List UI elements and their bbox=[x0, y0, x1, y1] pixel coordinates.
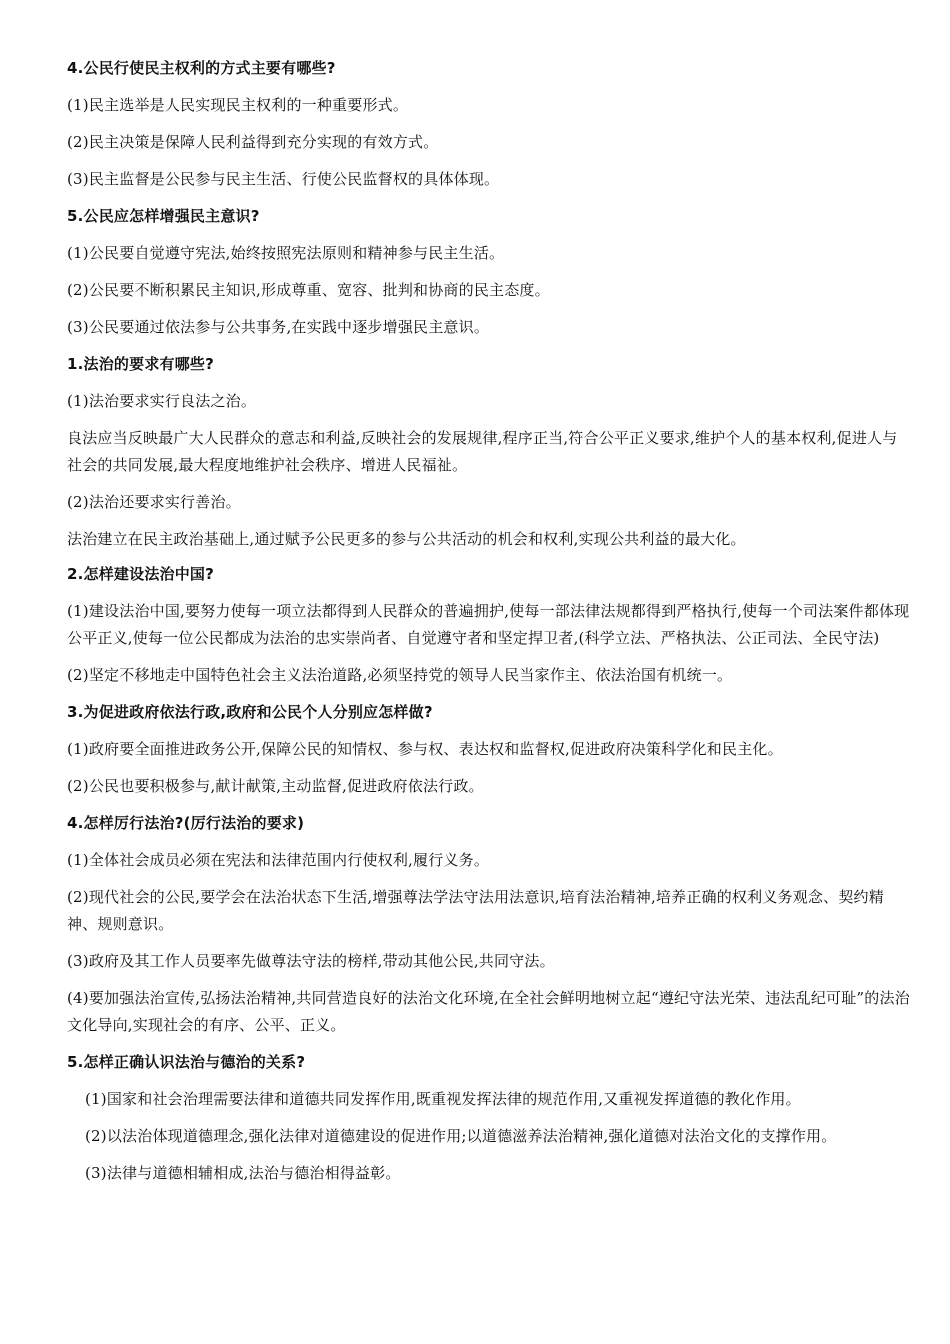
paragraph: (3)法律与道德相辅相成,法治与德治相得益彰。 bbox=[85, 1164, 401, 1182]
paragraph: (2)坚定不移地走中国特色社会主义法治道路,必须坚持党的领导人民当家作主、依法治国有机统一。 bbox=[67, 666, 733, 684]
paragraph: (2)现代社会的公民,要学会在法治状态下生活,增强尊法学法守法用法意识,培育法治精神,培养正确的权利义务观念、契约精神、规则意识。 bbox=[67, 888, 884, 933]
paragraph: (2)民主决策是保障人民利益得到充分实现的有效方式。 bbox=[67, 133, 439, 151]
paragraph: (4)要加强法治宣传,弘扬法治精神,共同营造良好的法治文化环境,在全社会鲜明地树立起“遵纪守法光荣、违法乱纪可耻”的法治文化导向,实现社会的有序、公平、正义。 bbox=[67, 989, 910, 1034]
paragraph: (2)公民要不断积累民主知识,形成尊重、宽容、批判和协商的民主态度。 bbox=[67, 281, 550, 299]
heading-democratic-rights-ways: 4.公民行使民主权利的方式主要有哪些? bbox=[67, 59, 336, 77]
heading-democratic-awareness: 5.公民应怎样增强民主意识? bbox=[67, 207, 260, 225]
paragraph: (1)民主选举是人民实现民主权利的一种重要形式。 bbox=[67, 96, 409, 114]
heading-government-law-administration: 3.为促进政府依法行政,政府和公民个人分别应怎样做? bbox=[67, 703, 433, 721]
paragraph: (2)法治还要求实行善治。 bbox=[67, 493, 241, 511]
paragraph: (1)建设法治中国,要努力使每一项立法都得到人民群众的普遍拥护,使每一部法律法规都得到严格执行,使每一个司法案件都体现公平正义,使每一位公民都成为法治的忠实崇尚者、自觉遵守者和坚定捍卫者,(科学立法、严格执法、公正司法、全民守法) bbox=[67, 602, 910, 647]
paragraph: (1)全体社会成员必须在宪法和法律范围内行使权利,履行义务。 bbox=[67, 851, 490, 869]
document-page bbox=[67, 55, 910, 1197]
paragraph: (3)公民要通过依法参与公共事务,在实践中逐步增强民主意识。 bbox=[67, 318, 490, 336]
paragraph: (2)公民也要积极参与,献计献策,主动监督,促进政府依法行政。 bbox=[67, 777, 484, 795]
paragraph: (1)法治要求实行良法之治。 bbox=[67, 392, 257, 410]
paragraph: 法治建立在民主政治基础上,通过赋予公民更多的参与公共活动的机会和权利,实现公共利益的最大化。 bbox=[67, 530, 746, 548]
paragraph: (1)国家和社会治理需要法律和道德共同发挥作用,既重视发挥法律的规范作用,又重视发挥道德的教化作用。 bbox=[85, 1090, 801, 1108]
heading-rule-of-law-requirements: 1.法治的要求有哪些? bbox=[67, 355, 215, 373]
paragraph: (3)民主监督是公民参与民主生活、行使公民监督权的具体体现。 bbox=[67, 170, 500, 188]
paragraph: (1)政府要全面推进政务公开,保障公民的知情权、参与权、表达权和监督权,促进政府决策科学化和民主化。 bbox=[67, 740, 783, 758]
heading-law-and-morality: 5.怎样正确认识法治与德治的关系? bbox=[67, 1053, 306, 1071]
heading-build-rule-of-law-china: 2.怎样建设法治中国? bbox=[67, 565, 215, 583]
paragraph: (2)以法治体现道德理念,强化法律对道德建设的促进作用;以道德滋养法治精神,强化道德对法治文化的支撑作用。 bbox=[85, 1127, 837, 1145]
heading-practice-rule-of-law: 4.怎样厉行法治?(厉行法治的要求) bbox=[67, 814, 305, 832]
paragraph: 良法应当反映最广大人民群众的意志和利益,反映社会的发展规律,程序正当,符合公平正义要求,维护个人的基本权利,促进人与社会的共同发展,最大程度地维护社会秩序、增进人民福祉。 bbox=[67, 429, 898, 474]
paragraph: (1)公民要自觉遵守宪法,始终按照宪法原则和精神参与民主生活。 bbox=[67, 244, 505, 262]
paragraph: (3)政府及其工作人员要率先做尊法守法的榜样,带动其他公民,共同守法。 bbox=[67, 952, 555, 970]
